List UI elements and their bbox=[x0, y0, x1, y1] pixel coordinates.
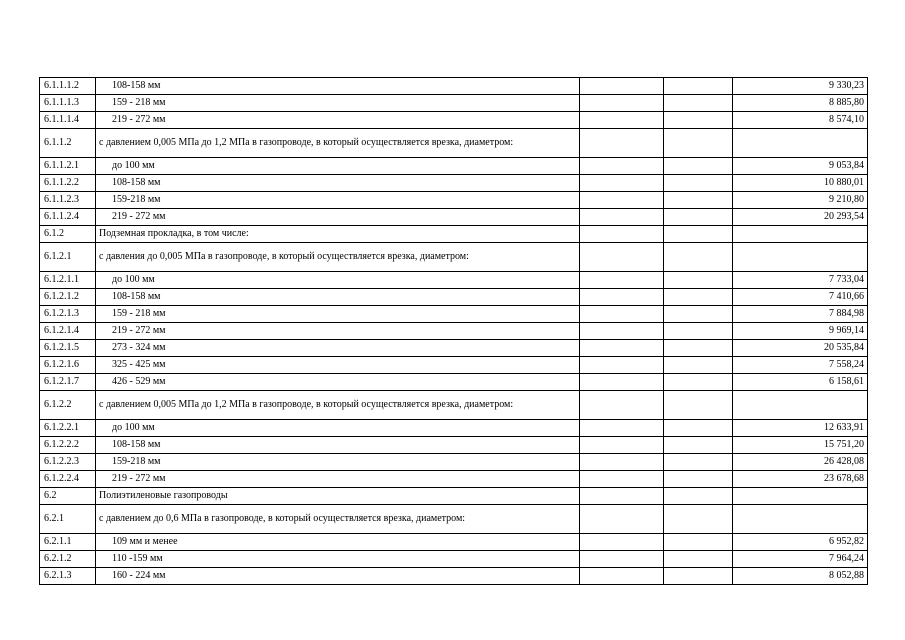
empty-cell bbox=[664, 471, 733, 488]
empty-cell bbox=[664, 95, 733, 112]
empty-cell bbox=[664, 551, 733, 568]
empty-cell bbox=[664, 272, 733, 289]
item-price-cell: 7 964,24 bbox=[733, 551, 868, 568]
table-row bbox=[40, 437, 868, 454]
item-description-cell: Полиэтиленовые газопроводы bbox=[96, 488, 580, 505]
item-description-cell: 219 - 272 мм bbox=[96, 471, 580, 488]
item-code-cell: 6.2.1.2 bbox=[40, 551, 96, 568]
empty-cell bbox=[664, 534, 733, 551]
table-row bbox=[40, 289, 868, 306]
tariff-table-container bbox=[39, 77, 868, 585]
item-price-cell: 26 428,08 bbox=[733, 454, 868, 471]
table-row bbox=[40, 243, 868, 272]
item-code-cell: 6.1.2.1.6 bbox=[40, 357, 96, 374]
empty-cell bbox=[580, 374, 664, 391]
empty-cell bbox=[580, 420, 664, 437]
item-description-cell: 160 - 224 мм bbox=[96, 568, 580, 585]
item-description-cell: Подземная прокладка, в том числе: bbox=[96, 226, 580, 243]
empty-cell bbox=[664, 437, 733, 454]
empty-cell bbox=[664, 78, 733, 95]
item-price-cell: 10 880,01 bbox=[733, 175, 868, 192]
empty-cell bbox=[580, 551, 664, 568]
table-row bbox=[40, 391, 868, 420]
item-price-cell bbox=[733, 391, 868, 420]
item-code-cell: 6.1.2 bbox=[40, 226, 96, 243]
item-price-cell: 7 733,04 bbox=[733, 272, 868, 289]
empty-cell bbox=[664, 340, 733, 357]
item-code-cell: 6.1.2.1.1 bbox=[40, 272, 96, 289]
empty-cell bbox=[580, 158, 664, 175]
item-code-cell: 6.2.1.3 bbox=[40, 568, 96, 585]
item-description-cell: 108-158 мм bbox=[96, 289, 580, 306]
item-description-cell: 108-158 мм bbox=[96, 175, 580, 192]
empty-cell bbox=[580, 306, 664, 323]
table-row bbox=[40, 209, 868, 226]
empty-cell bbox=[580, 272, 664, 289]
item-description-cell: до 100 мм bbox=[96, 420, 580, 437]
item-description-cell: 159 - 218 мм bbox=[96, 95, 580, 112]
empty-cell bbox=[580, 192, 664, 209]
item-description-cell: с давления до 0,005 МПа в газопроводе, в который осуществляется врезка, диаметром: bbox=[96, 243, 580, 272]
empty-cell bbox=[664, 226, 733, 243]
empty-cell bbox=[580, 568, 664, 585]
item-price-cell: 6 952,82 bbox=[733, 534, 868, 551]
table-row bbox=[40, 129, 868, 158]
empty-cell bbox=[664, 420, 733, 437]
item-description-cell: 110 -159 мм bbox=[96, 551, 580, 568]
item-description-cell: с давлением 0,005 МПа до 1,2 МПа в газопроводе, в который осуществляется врезка, диаметром: bbox=[96, 391, 580, 420]
empty-cell bbox=[580, 391, 664, 420]
empty-cell bbox=[664, 289, 733, 306]
item-code-cell: 6.1.2.1.4 bbox=[40, 323, 96, 340]
item-price-cell: 20 535,84 bbox=[733, 340, 868, 357]
item-code-cell: 6.1.2.2.2 bbox=[40, 437, 96, 454]
item-code-cell: 6.1.1.1.4 bbox=[40, 112, 96, 129]
item-code-cell: 6.1.1.1.2 bbox=[40, 78, 96, 95]
empty-cell bbox=[580, 437, 664, 454]
item-description-cell: 108-158 мм bbox=[96, 78, 580, 95]
item-price-cell bbox=[733, 226, 868, 243]
table-row bbox=[40, 112, 868, 129]
item-price-cell: 8 574,10 bbox=[733, 112, 868, 129]
table-row bbox=[40, 78, 868, 95]
item-description-cell: 219 - 272 мм bbox=[96, 209, 580, 226]
item-code-cell: 6.1.2.2 bbox=[40, 391, 96, 420]
item-code-cell: 6.1.2.1 bbox=[40, 243, 96, 272]
item-code-cell: 6.1.1.2.1 bbox=[40, 158, 96, 175]
item-code-cell: 6.1.1.2.3 bbox=[40, 192, 96, 209]
item-price-cell bbox=[733, 243, 868, 272]
empty-cell bbox=[580, 534, 664, 551]
item-code-cell: 6.1.2.1.3 bbox=[40, 306, 96, 323]
empty-cell bbox=[580, 243, 664, 272]
item-code-cell: 6.1.2.2.4 bbox=[40, 471, 96, 488]
item-price-cell bbox=[733, 129, 868, 158]
item-price-cell: 7 558,24 bbox=[733, 357, 868, 374]
empty-cell bbox=[580, 505, 664, 534]
table-row bbox=[40, 374, 868, 391]
table-row bbox=[40, 471, 868, 488]
item-price-cell: 9 330,23 bbox=[733, 78, 868, 95]
item-code-cell: 6.1.2.2.3 bbox=[40, 454, 96, 471]
empty-cell bbox=[580, 488, 664, 505]
item-description-cell: 159 - 218 мм bbox=[96, 306, 580, 323]
empty-cell bbox=[664, 129, 733, 158]
item-code-cell: 6.1.1.2.2 bbox=[40, 175, 96, 192]
item-description-cell: с давлением до 0,6 МПа в газопроводе, в который осуществляется врезка, диаметром: bbox=[96, 505, 580, 534]
table-row bbox=[40, 340, 868, 357]
item-price-cell bbox=[733, 488, 868, 505]
item-price-cell: 8 885,80 bbox=[733, 95, 868, 112]
item-price-cell: 6 158,61 bbox=[733, 374, 868, 391]
table-row bbox=[40, 158, 868, 175]
table-row bbox=[40, 175, 868, 192]
tariff-table-body bbox=[40, 78, 868, 585]
tariff-table bbox=[39, 77, 868, 585]
empty-cell bbox=[664, 306, 733, 323]
table-row bbox=[40, 357, 868, 374]
item-price-cell: 7 410,66 bbox=[733, 289, 868, 306]
item-price-cell: 20 293,54 bbox=[733, 209, 868, 226]
table-row bbox=[40, 226, 868, 243]
empty-cell bbox=[664, 209, 733, 226]
empty-cell bbox=[580, 357, 664, 374]
empty-cell bbox=[580, 323, 664, 340]
empty-cell bbox=[664, 568, 733, 585]
table-row bbox=[40, 420, 868, 437]
empty-cell bbox=[664, 488, 733, 505]
empty-cell bbox=[664, 374, 733, 391]
item-price-cell: 9 053,84 bbox=[733, 158, 868, 175]
item-price-cell: 15 751,20 bbox=[733, 437, 868, 454]
empty-cell bbox=[580, 471, 664, 488]
item-description-cell: 219 - 272 мм bbox=[96, 112, 580, 129]
item-code-cell: 6.1.1.1.3 bbox=[40, 95, 96, 112]
table-row bbox=[40, 454, 868, 471]
table-row bbox=[40, 568, 868, 585]
empty-cell bbox=[664, 505, 733, 534]
empty-cell bbox=[664, 158, 733, 175]
item-description-cell: до 100 мм bbox=[96, 272, 580, 289]
empty-cell bbox=[580, 340, 664, 357]
empty-cell bbox=[580, 95, 664, 112]
table-row bbox=[40, 192, 868, 209]
item-description-cell: 159-218 мм bbox=[96, 192, 580, 209]
item-code-cell: 6.1.1.2 bbox=[40, 129, 96, 158]
table-row bbox=[40, 272, 868, 289]
item-description-cell: 219 - 272 мм bbox=[96, 323, 580, 340]
item-description-cell: 108-158 мм bbox=[96, 437, 580, 454]
empty-cell bbox=[664, 175, 733, 192]
item-description-cell: 325 - 425 мм bbox=[96, 357, 580, 374]
item-code-cell: 6.2.1.1 bbox=[40, 534, 96, 551]
empty-cell bbox=[664, 357, 733, 374]
empty-cell bbox=[664, 192, 733, 209]
item-price-cell: 7 884,98 bbox=[733, 306, 868, 323]
item-price-cell: 12 633,91 bbox=[733, 420, 868, 437]
item-code-cell: 6.1.1.2.4 bbox=[40, 209, 96, 226]
item-price-cell bbox=[733, 505, 868, 534]
table-row bbox=[40, 95, 868, 112]
item-price-cell: 8 052,88 bbox=[733, 568, 868, 585]
item-price-cell: 9 969,14 bbox=[733, 323, 868, 340]
item-code-cell: 6.2 bbox=[40, 488, 96, 505]
item-description-cell: с давлением 0,005 МПа до 1,2 МПа в газопроводе, в который осуществляется врезка, диаметром: bbox=[96, 129, 580, 158]
empty-cell bbox=[580, 78, 664, 95]
empty-cell bbox=[664, 454, 733, 471]
table-row bbox=[40, 323, 868, 340]
item-description-cell: 426 - 529 мм bbox=[96, 374, 580, 391]
empty-cell bbox=[580, 112, 664, 129]
item-description-cell: 273 - 324 мм bbox=[96, 340, 580, 357]
item-code-cell: 6.1.2.1.7 bbox=[40, 374, 96, 391]
item-code-cell: 6.1.2.1.5 bbox=[40, 340, 96, 357]
empty-cell bbox=[580, 175, 664, 192]
empty-cell bbox=[664, 112, 733, 129]
empty-cell bbox=[580, 289, 664, 306]
item-code-cell: 6.1.2.2.1 bbox=[40, 420, 96, 437]
empty-cell bbox=[664, 243, 733, 272]
item-code-cell: 6.1.2.1.2 bbox=[40, 289, 96, 306]
item-code-cell: 6.2.1 bbox=[40, 505, 96, 534]
item-price-cell: 23 678,68 bbox=[733, 471, 868, 488]
item-price-cell: 9 210,80 bbox=[733, 192, 868, 209]
empty-cell bbox=[580, 209, 664, 226]
item-description-cell: до 100 мм bbox=[96, 158, 580, 175]
item-description-cell: 159-218 мм bbox=[96, 454, 580, 471]
table-row bbox=[40, 505, 868, 534]
table-row bbox=[40, 551, 868, 568]
empty-cell bbox=[664, 391, 733, 420]
table-row bbox=[40, 488, 868, 505]
empty-cell bbox=[664, 323, 733, 340]
table-row bbox=[40, 306, 868, 323]
table-row bbox=[40, 534, 868, 551]
empty-cell bbox=[580, 454, 664, 471]
empty-cell bbox=[580, 129, 664, 158]
item-description-cell: 109 мм и менее bbox=[96, 534, 580, 551]
empty-cell bbox=[580, 226, 664, 243]
